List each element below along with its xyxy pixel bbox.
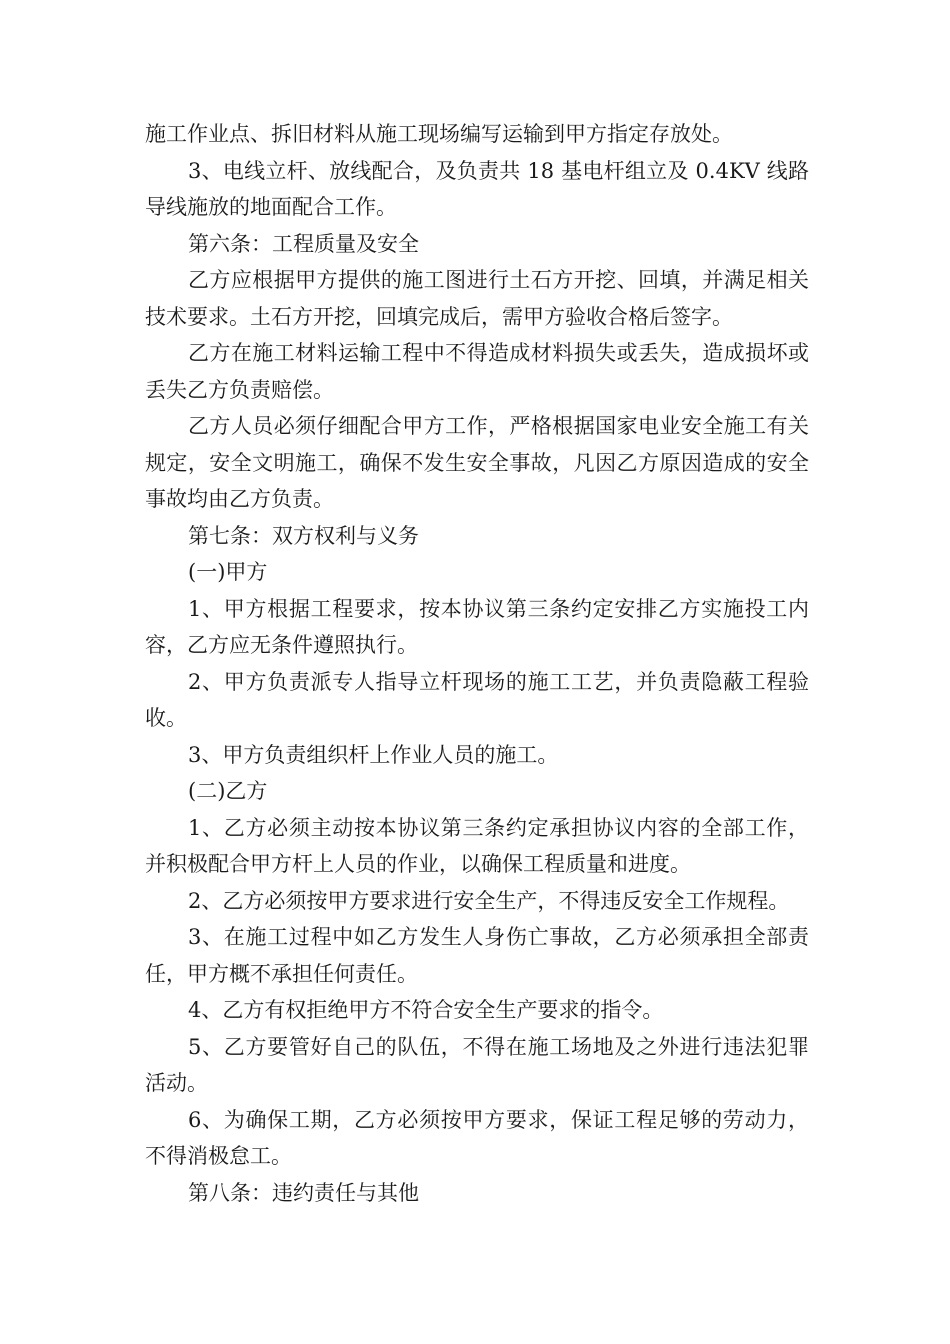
section-heading-8: 第八条：违约责任与其他 (188, 1180, 419, 1205)
document-body (145, 116, 809, 1211)
paragraph-18: 6、为确保工期，乙方必须按甲方要求，保证工程足够的劳动力，不得消极怠工。 (145, 1107, 809, 1168)
paragraph-5: 乙方在施工材料运输工程中不得造成材料损失或丢失，造成损坏或丢失乙方负责赔偿。 (145, 341, 809, 402)
paragraph-6: 乙方人员必须仔细配合甲方工作，严格根据国家电业安全施工有关规定，安全文明施工，确保不发生安全事故，凡因乙方原因造成的安全事故均由乙方负责。 (145, 414, 809, 511)
paragraph-17: 5、乙方要管好自己的队伍，不得在施工场地及之外进行违法犯罪活动。 (145, 1034, 809, 1095)
paragraph-16: 4、乙方有权拒绝甲方不符合安全生产要求的指令。 (188, 998, 664, 1022)
paragraph-11: 3、甲方负责组织杆上作业人员的施工。 (188, 742, 559, 767)
subheading-party-a: (一)甲方 (188, 560, 268, 584)
paragraph-2: 3、电线立杆、放线配合，及负责共 18 基电杆组立及 0.4KV 线路导线施放的地面配合工作。 (145, 158, 809, 219)
paragraph-4: 乙方应根据甲方提供的施工图进行土石方开挖、回填，并满足相关技术要求。土石方开挖，回填完成后，需甲方验收合格后签字。 (145, 268, 809, 329)
paragraph-1: 施工作业点、拆旧材料从施工现场编写运输到甲方指定存放处。 (145, 122, 733, 146)
section-heading-7: 第七条：双方权利与义务 (188, 523, 419, 548)
paragraph-14: 2、乙方必须按甲方要求进行安全生产，不得违反安全工作规程。 (188, 888, 790, 913)
subheading-party-b: (二)乙方 (188, 779, 268, 803)
paragraph-13: 1、乙方必须主动按本协议第三条约定承担协议内容的全部工作，并积极配合甲方杆上人员的作业，以确保工程质量和进度。 (145, 815, 809, 876)
section-heading-6: 第六条：工程质量及安全 (188, 231, 419, 256)
paragraph-10: 2、甲方负责派专人指导立杆现场的施工工艺，并负责隐蔽工程验收。 (145, 669, 809, 730)
paragraph-15: 3、在施工过程中如乙方发生人身伤亡事故，乙方必须承担全部责任，甲方概不承担任何责任。 (145, 925, 809, 986)
paragraph-9: 1、甲方根据工程要求，按本协议第三条约定安排乙方实施投工内容，乙方应无条件遵照执行。 (145, 596, 809, 657)
